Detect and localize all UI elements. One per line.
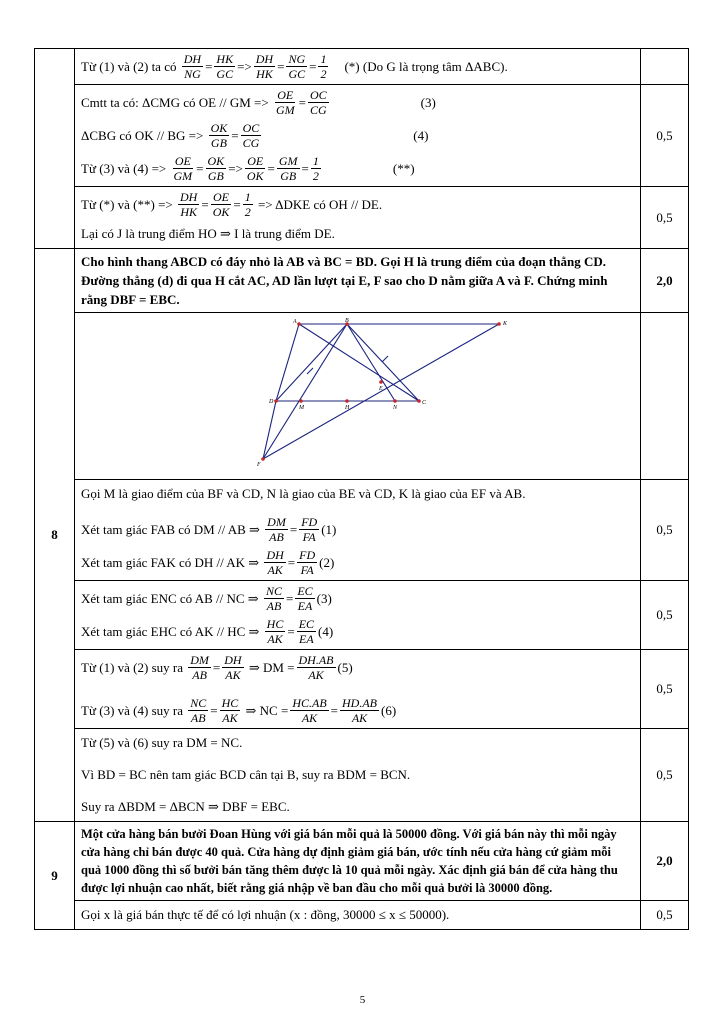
solution-step: Từ (1) và (2) ta có $\frac{DH}{NG}$ = $\frac{HK}{GC}$ => $\frac{DH}{HK}$ = $\frac{NG}{GC}$ = $\frac{1}{2}$ (*) (Do G là trọng tâm ΔABC). (75, 49, 641, 85)
solution-step: Cmtt ta có: ΔCMG có OE // GM => $\frac{OE}{GM}$ = $\frac{OC}{CG}$ (3) ΔCBG có OK // BG => $\frac{OK}{GB}$ = $\frac{OC}{CG}$ (4) Từ (3) và (4) => $\frac{OE}{GM}$ = $\frac{OK}{GB}$ => $\frac{OE}{OK}$ = $\frac{GM}{GB}$ = $\frac{1}{2}$ (**) (75, 85, 641, 187)
step-text: Từ (3) và (4) suy ra (81, 702, 183, 718)
fraction: $\frac{HK}{GC}$ (216, 52, 234, 81)
fraction: $\frac{DH.AB}{AK}$ (298, 653, 334, 682)
solution-step: Gọi M là giao điểm của BF và CD, N là giao của BE và CD, K là giao của EF và AB. Xét tam giác FAB có DM // AB ⇒ $\frac{DM}{AB}$ = $\frac{FD}{FA}$ (1) Xét tam giác FAK có DH // AK ⇒ $\frac{DH}{AK}$ = $\frac{FD}{FA}$ (2) (75, 480, 641, 581)
table-row (35, 581, 689, 650)
step-text: Từ (1) và (2) suy ra (81, 659, 183, 675)
problem-statement (75, 822, 641, 901)
label-d: D (269, 399, 274, 405)
geometry-figure (81, 316, 634, 476)
equation-tag: (**) (392, 160, 415, 176)
trapezoid-diagram (81, 316, 635, 476)
step-text: => ΔDKE có OH // DE. (257, 196, 383, 212)
fraction: $\frac{GM}{GB}$ (278, 154, 298, 183)
fraction: $\frac{EC}{EA}$ (298, 617, 315, 646)
equation-tag: (2) (319, 554, 335, 570)
label-m: M (299, 405, 304, 411)
fraction: $\frac{OC}{CG}$ (309, 88, 327, 117)
fraction: $\frac{NC}{AB}$ (190, 696, 207, 725)
problem-number: 9 (35, 822, 75, 930)
figure-cell (75, 313, 641, 480)
step-text: Suy ra ΔBDM = ΔBCN ⇒ DBF = EBC. (81, 799, 290, 814)
step-text: ⇒ DM = (248, 659, 295, 675)
fraction: $\frac{OE}{GM}$ (275, 88, 295, 117)
fraction: $\frac{1}{2}$ (320, 52, 327, 81)
solution-step: Từ (1) và (2) suy ra $\frac{DM}{AB}$ = $\frac{DH}{AK}$ ⇒ DM = $\frac{DH.AB}{AK}$ (5) Từ (3) và (4) suy ra $\frac{NC}{AB}$ = $\frac{HC}{AK}$ ⇒ NC = $\frac{HC.AB}{AK}$ = $\frac{HD.AB}{AK}$ (6) (75, 650, 641, 729)
fraction: $\frac{DH}{HK}$ (255, 52, 274, 81)
equation-tag: (3) (420, 94, 436, 110)
step-text: Gọi x là giá bán thực tế để có lợi nhuận (x : đồng, 30000 ≤ x ≤ 50000). (81, 907, 450, 922)
table-row (35, 901, 689, 930)
fraction: $\frac{DM}{AB}$ (190, 653, 209, 682)
fraction: $\frac{OE}{OK}$ (246, 154, 264, 183)
label-k: K (503, 321, 508, 327)
table-row (35, 49, 689, 85)
step-text: ⇒ NC = (245, 702, 289, 718)
fraction: $\frac{NC}{AB}$ (265, 584, 282, 613)
table-row (35, 729, 689, 822)
label-n: N (393, 405, 398, 411)
score-cell: 0,5 (641, 729, 689, 822)
step-text: Từ (1) và (2) ta có (81, 58, 177, 74)
table-row (35, 822, 689, 901)
problem-number: 8 (35, 249, 75, 822)
score-cell: 2,0 (641, 822, 689, 901)
problem-statement (75, 249, 641, 313)
step-note: (*) (Do G là trọng tâm ΔABC). (344, 58, 508, 74)
score-cell: 0,5 (641, 187, 689, 249)
label-a: A (293, 319, 297, 325)
solution-table (34, 48, 689, 930)
fraction: $\frac{HC}{AK}$ (266, 617, 284, 646)
equation-tag: (5) (337, 659, 353, 675)
fraction: $\frac{OK}{GB}$ (207, 154, 225, 183)
solution-step: Từ (*) và (**) => $\frac{DH}{HK}$ = $\frac{OE}{OK}$ = $\frac{1}{2}$ => ΔDKE có OH // DE. Lại có J là trung điểm HO ⇒ I là trung điểm DE. (75, 187, 641, 249)
fraction: $\frac{EC}{EA}$ (297, 584, 313, 613)
score-cell: 0,5 (641, 581, 689, 650)
equation-tag: (1) (321, 521, 337, 537)
fraction: $\frac{NG}{GC}$ (288, 52, 306, 81)
score-cell: 2,0 (641, 249, 689, 313)
fraction: $\frac{DH}{HK}$ (180, 190, 198, 219)
segment-fb (263, 324, 347, 459)
fraction: $\frac{HD.AB}{AK}$ (342, 696, 377, 725)
fraction: $\frac{FD}{FA}$ (299, 548, 316, 577)
score-cell: 0,5 (641, 480, 689, 581)
tick-mark (382, 356, 388, 362)
table-row (35, 313, 689, 480)
score-cell: 0,5 (641, 85, 689, 187)
fraction: $\frac{DH}{AK}$ (224, 653, 242, 682)
label-b: B (345, 318, 349, 324)
step-text: ΔCBG có OK // BG => (81, 127, 204, 143)
solution-step: Xét tam giác ENC có AB // NC ⇒ $\frac{NC}{AB}$ = $\frac{EC}{EA}$ (3) Xét tam giác EHC có AK // HC ⇒ $\frac{HC}{AK}$ = $\frac{EC}{EA}$ (4) (75, 581, 641, 650)
fraction: $\frac{OK}{GB}$ (210, 121, 228, 150)
step-text: Xét tam giác ENC có AB // NC ⇒ (81, 590, 259, 606)
fraction: $\frac{HC.AB}{AK}$ (292, 696, 327, 725)
table-row (35, 85, 689, 187)
label-f: F (257, 462, 261, 468)
problem-text: Một cửa hàng bán bưởi Đoan Hùng với giá bán mỗi quả là 50000 đồng. Với giá bán này thì mỗi ngày cửa hàng chỉ bán được 40 quả. Cửa hàng dự định giảm giá bán, ước tính nếu cửa hàng cứ giảm mỗi quả 1000 đồng thì số bưởi bán tăng thêm được là 10 quả mỗi ngày. Xác định giá bán để cửa hàng thu được lợi nhuận cao nhất, biết rằng giá nhập về ban đầu cho mỗi quả bưởi là 30000 đồng. (81, 827, 618, 895)
problem-text: Cho hình thang ABCD có đáy nhỏ là AB và BC = BD. Gọi H là trung điểm của đoạn thẳng CD. Đường thẳng (d) đi qua H cắt AC, AD lần lượt tại E, F sao cho D nằm giữa A và F. Chứng minh rằng DBF = EBC. (81, 254, 608, 307)
step-text: Vì BD = BC nên tam giác BCD cân tại B, suy ra BDM = BCN. (81, 767, 411, 782)
segment-bn (347, 324, 395, 401)
segment-bc (347, 324, 419, 401)
score-cell: 0,5 (641, 901, 689, 930)
fraction: $\frac{DM}{AB}$ (267, 515, 286, 544)
solution-step (75, 901, 641, 930)
fraction: $\frac{HC}{AK}$ (221, 696, 239, 725)
equation-tag: (4) (318, 623, 334, 639)
tick-mark (307, 368, 313, 374)
fraction: $\frac{1}{2}$ (244, 190, 251, 219)
fraction: $\frac{OE}{OK}$ (212, 190, 230, 219)
step-text: Từ (*) và (**) => (81, 196, 173, 212)
table-row (35, 187, 689, 249)
label-h: H (345, 405, 350, 411)
step-text: Từ (5) và (6) suy ra DM = NC. (81, 735, 243, 750)
step-text: Xét tam giác FAK có DH // AK ⇒ (81, 554, 260, 570)
fraction: $\frac{DH}{AK}$ (266, 548, 284, 577)
fraction: $\frac{OC}{CG}$ (242, 121, 260, 150)
segment-ad (276, 324, 299, 401)
segment-bd (276, 324, 347, 401)
fraction: $\frac{FD}{FA}$ (301, 515, 318, 544)
label-e: E (379, 386, 383, 392)
fraction: $\frac{OE}{GM}$ (173, 154, 193, 183)
equation-tag: (4) (413, 127, 429, 143)
step-text: Xét tam giác FAB có DM // AB ⇒ (81, 521, 260, 537)
step-text: Từ (3) và (4) => (81, 160, 167, 176)
fraction: $\frac{DH}{NG}$ (183, 52, 202, 81)
implies: => (237, 58, 252, 74)
segment-ac (299, 324, 419, 401)
equation-tag: (6) (381, 702, 397, 718)
problem-number-cell (35, 49, 75, 249)
solution-step (75, 729, 641, 822)
fraction: $\frac{1}{2}$ (312, 154, 319, 183)
step-text: Lại có J là trung điểm HO ⇒ I là trung điểm DE. (81, 226, 335, 241)
table-row (35, 480, 689, 581)
answer-sheet (34, 48, 688, 930)
table-row (35, 650, 689, 729)
label-c: C (422, 400, 427, 406)
score-cell (641, 49, 689, 85)
score-cell: 0,5 (641, 650, 689, 729)
equation-tag: (3) (316, 590, 332, 606)
segment-df (263, 401, 276, 459)
step-text: Gọi M là giao điểm của BF và CD, N là giao của BE và CD, K là giao của EF và AB. (81, 486, 526, 501)
step-text: Xét tam giác EHC có AK // HC ⇒ (81, 623, 260, 639)
table-row (35, 249, 689, 313)
step-text: Cmtt ta có: ΔCMG có OE // GM => (81, 94, 269, 110)
score-cell (641, 313, 689, 480)
page-number: 5 (359, 994, 366, 1006)
